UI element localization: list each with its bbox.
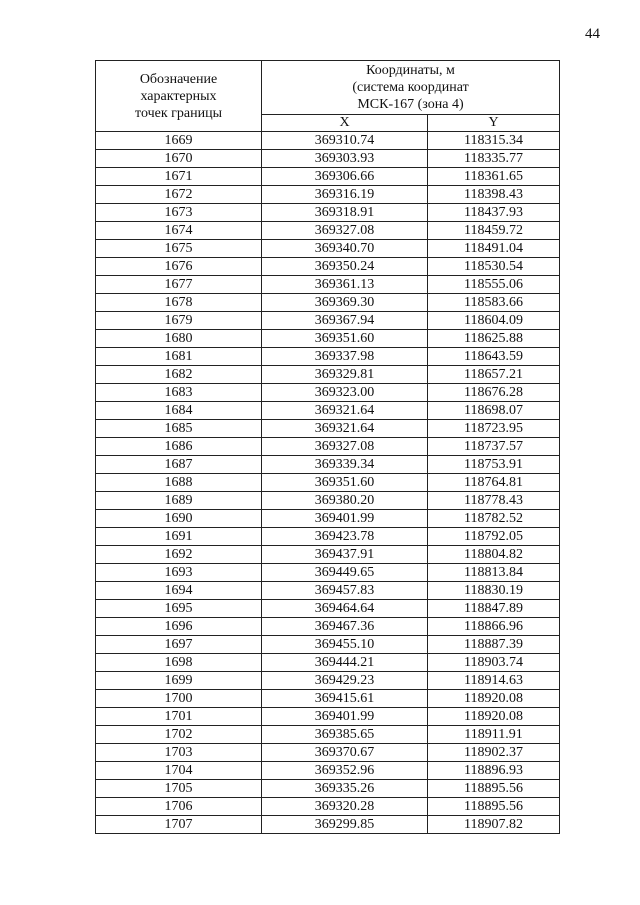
table-row bbox=[96, 204, 560, 222]
x-coordinate-cell: 369339.34 bbox=[262, 456, 428, 474]
point-number-cell: 1695 bbox=[96, 600, 262, 618]
y-coordinate-cell: 118911.91 bbox=[428, 726, 560, 744]
table-row bbox=[96, 384, 560, 402]
y-coordinate-cell: 118437.93 bbox=[428, 204, 560, 222]
point-number-cell: 1688 bbox=[96, 474, 262, 492]
x-coordinate-cell: 369370.67 bbox=[262, 744, 428, 762]
x-coordinate-cell: 369455.10 bbox=[262, 636, 428, 654]
table-row bbox=[96, 438, 560, 456]
x-coordinate-cell: 369340.70 bbox=[262, 240, 428, 258]
table-row bbox=[96, 240, 560, 258]
y-coordinate-cell: 118813.84 bbox=[428, 564, 560, 582]
table-row bbox=[96, 600, 560, 618]
table-row bbox=[96, 654, 560, 672]
x-coordinate-cell: 369352.96 bbox=[262, 762, 428, 780]
point-number-cell: 1701 bbox=[96, 708, 262, 726]
y-coordinate-cell: 118847.89 bbox=[428, 600, 560, 618]
x-coordinate-cell: 369337.98 bbox=[262, 348, 428, 366]
table-row bbox=[96, 726, 560, 744]
table-row bbox=[96, 816, 560, 834]
point-header-line-2: характерных bbox=[140, 88, 217, 104]
y-coordinate-cell: 118625.88 bbox=[428, 330, 560, 348]
coords-header-line-2: (система координат bbox=[352, 80, 469, 95]
y-coordinate-cell: 118902.37 bbox=[428, 744, 560, 762]
y-coordinate-cell: 118737.57 bbox=[428, 438, 560, 456]
table-row bbox=[96, 402, 560, 420]
point-number-cell: 1698 bbox=[96, 654, 262, 672]
y-coordinate-cell: 118555.06 bbox=[428, 276, 560, 294]
point-number-cell: 1686 bbox=[96, 438, 262, 456]
table-row bbox=[96, 618, 560, 636]
x-coordinate-cell: 369449.65 bbox=[262, 564, 428, 582]
point-number-cell: 1669 bbox=[96, 132, 262, 150]
point-number-cell: 1704 bbox=[96, 762, 262, 780]
point-number-cell: 1700 bbox=[96, 690, 262, 708]
table-row bbox=[96, 780, 560, 798]
y-coordinate-cell: 118335.77 bbox=[428, 150, 560, 168]
table-row bbox=[96, 708, 560, 726]
x-coordinate-cell: 369467.36 bbox=[262, 618, 428, 636]
x-coordinate-cell: 369327.08 bbox=[262, 222, 428, 240]
y-coordinate-cell: 118657.21 bbox=[428, 366, 560, 384]
point-number-cell: 1689 bbox=[96, 492, 262, 510]
x-coordinate-cell: 369351.60 bbox=[262, 330, 428, 348]
table-row bbox=[96, 312, 560, 330]
table-row bbox=[96, 690, 560, 708]
x-coordinate-cell: 369329.81 bbox=[262, 366, 428, 384]
coordinates-header bbox=[262, 61, 560, 115]
point-number-cell: 1673 bbox=[96, 204, 262, 222]
point-number-cell: 1681 bbox=[96, 348, 262, 366]
table-row bbox=[96, 168, 560, 186]
table-row bbox=[96, 294, 560, 312]
y-coordinate-cell: 118398.43 bbox=[428, 186, 560, 204]
table-row bbox=[96, 492, 560, 510]
x-coordinate-cell: 369457.83 bbox=[262, 582, 428, 600]
table-row bbox=[96, 528, 560, 546]
y-coordinate-cell: 118530.54 bbox=[428, 258, 560, 276]
table-row bbox=[96, 222, 560, 240]
x-coordinate-cell: 369316.19 bbox=[262, 186, 428, 204]
x-coordinate-cell: 369423.78 bbox=[262, 528, 428, 546]
table-row bbox=[96, 366, 560, 384]
point-number-cell: 1682 bbox=[96, 366, 262, 384]
table-row bbox=[96, 456, 560, 474]
x-coordinate-cell: 369369.30 bbox=[262, 294, 428, 312]
point-number-cell: 1674 bbox=[96, 222, 262, 240]
x-coordinate-cell: 369299.85 bbox=[262, 816, 428, 834]
y-coordinate-cell: 118804.82 bbox=[428, 546, 560, 564]
y-coordinate-cell: 118491.04 bbox=[428, 240, 560, 258]
point-number-cell: 1671 bbox=[96, 168, 262, 186]
y-coordinate-cell: 118866.96 bbox=[428, 618, 560, 636]
point-number-cell: 1705 bbox=[96, 780, 262, 798]
point-number-cell: 1683 bbox=[96, 384, 262, 402]
table-row bbox=[96, 636, 560, 654]
point-number-cell: 1676 bbox=[96, 258, 262, 276]
y-coordinate-cell: 118914.63 bbox=[428, 672, 560, 690]
table-row bbox=[96, 564, 560, 582]
point-number-cell: 1707 bbox=[96, 816, 262, 834]
point-number-cell: 1670 bbox=[96, 150, 262, 168]
y-coordinate-cell: 118676.28 bbox=[428, 384, 560, 402]
y-coordinate-cell: 118604.09 bbox=[428, 312, 560, 330]
y-coordinate-cell: 118895.56 bbox=[428, 780, 560, 798]
y-coordinate-cell: 118903.74 bbox=[428, 654, 560, 672]
x-coordinate-cell: 369350.24 bbox=[262, 258, 428, 276]
point-number-cell: 1685 bbox=[96, 420, 262, 438]
y-coordinate-cell: 118895.56 bbox=[428, 798, 560, 816]
point-number-cell: 1690 bbox=[96, 510, 262, 528]
point-number-cell: 1696 bbox=[96, 618, 262, 636]
x-coordinate-cell: 369327.08 bbox=[262, 438, 428, 456]
page-number: 44 bbox=[585, 26, 600, 42]
table-row bbox=[96, 330, 560, 348]
point-number-cell: 1672 bbox=[96, 186, 262, 204]
point-number-cell: 1691 bbox=[96, 528, 262, 546]
y-coordinate-cell: 118920.08 bbox=[428, 690, 560, 708]
table-row bbox=[96, 474, 560, 492]
x-coordinate-cell: 369444.21 bbox=[262, 654, 428, 672]
x-coordinate-cell: 369320.28 bbox=[262, 798, 428, 816]
table-row bbox=[96, 510, 560, 528]
x-coordinate-cell: 369318.91 bbox=[262, 204, 428, 222]
y-coordinate-cell: 118723.95 bbox=[428, 420, 560, 438]
table-row bbox=[96, 582, 560, 600]
x-coordinate-cell: 369361.13 bbox=[262, 276, 428, 294]
table-row bbox=[96, 132, 560, 150]
point-header-line-1: Обозначение bbox=[139, 71, 218, 87]
point-number-cell: 1706 bbox=[96, 798, 262, 816]
x-coordinate-cell: 369415.61 bbox=[262, 690, 428, 708]
table-row bbox=[96, 744, 560, 762]
coordinates-table bbox=[95, 60, 560, 834]
y-coordinate-cell: 118778.43 bbox=[428, 492, 560, 510]
y-coordinate-cell: 118782.52 bbox=[428, 510, 560, 528]
point-number-cell: 1675 bbox=[96, 240, 262, 258]
table-row bbox=[96, 420, 560, 438]
point-number-cell: 1680 bbox=[96, 330, 262, 348]
point-number-cell: 1678 bbox=[96, 294, 262, 312]
table-row bbox=[96, 276, 560, 294]
y-coordinate-cell: 118753.91 bbox=[428, 456, 560, 474]
point-number-cell: 1699 bbox=[96, 672, 262, 690]
x-coordinate-cell: 369310.74 bbox=[262, 132, 428, 150]
y-coordinate-cell: 118920.08 bbox=[428, 708, 560, 726]
y-coordinate-cell: 118830.19 bbox=[428, 582, 560, 600]
point-number-cell: 1684 bbox=[96, 402, 262, 420]
x-coordinate-cell: 369321.64 bbox=[262, 420, 428, 438]
coords-header-line-3: МСК-167 (зона 4) bbox=[357, 97, 464, 112]
y-coordinate-cell: 118896.93 bbox=[428, 762, 560, 780]
y-coordinate-cell: 118764.81 bbox=[428, 474, 560, 492]
x-coordinate-cell: 369367.94 bbox=[262, 312, 428, 330]
point-number-cell: 1687 bbox=[96, 456, 262, 474]
point-number-cell: 1702 bbox=[96, 726, 262, 744]
point-designation-header bbox=[96, 61, 262, 132]
table-row bbox=[96, 258, 560, 276]
x-coordinate-cell: 369437.91 bbox=[262, 546, 428, 564]
point-number-cell: 1703 bbox=[96, 744, 262, 762]
x-coordinate-cell: 369306.66 bbox=[262, 168, 428, 186]
coords-header-line-1: Координаты, м bbox=[366, 63, 455, 78]
table-row bbox=[96, 762, 560, 780]
point-number-cell: 1694 bbox=[96, 582, 262, 600]
x-coordinate-cell: 369351.60 bbox=[262, 474, 428, 492]
y-coordinate-cell: 118643.59 bbox=[428, 348, 560, 366]
y-coordinate-cell: 118698.07 bbox=[428, 402, 560, 420]
x-coordinate-cell: 369321.64 bbox=[262, 402, 428, 420]
x-coordinate-cell: 369323.00 bbox=[262, 384, 428, 402]
table-row bbox=[96, 348, 560, 366]
x-coordinate-cell: 369380.20 bbox=[262, 492, 428, 510]
y-column-header: Y bbox=[428, 115, 560, 132]
table-row bbox=[96, 672, 560, 690]
y-coordinate-cell: 118459.72 bbox=[428, 222, 560, 240]
y-coordinate-cell: 118792.05 bbox=[428, 528, 560, 546]
x-coordinate-cell: 369429.23 bbox=[262, 672, 428, 690]
point-number-cell: 1692 bbox=[96, 546, 262, 564]
x-coordinate-cell: 369385.65 bbox=[262, 726, 428, 744]
table-row bbox=[96, 186, 560, 204]
point-number-cell: 1677 bbox=[96, 276, 262, 294]
x-coordinate-cell: 369401.99 bbox=[262, 510, 428, 528]
table-row bbox=[96, 798, 560, 816]
table-row bbox=[96, 546, 560, 564]
x-coordinate-cell: 369464.64 bbox=[262, 600, 428, 618]
y-coordinate-cell: 118887.39 bbox=[428, 636, 560, 654]
y-coordinate-cell: 118361.65 bbox=[428, 168, 560, 186]
x-column-header: X bbox=[262, 115, 428, 132]
point-number-cell: 1693 bbox=[96, 564, 262, 582]
point-number-cell: 1697 bbox=[96, 636, 262, 654]
point-header-line-3: точек границы bbox=[135, 105, 222, 121]
x-coordinate-cell: 369303.93 bbox=[262, 150, 428, 168]
y-coordinate-cell: 118315.34 bbox=[428, 132, 560, 150]
y-coordinate-cell: 118583.66 bbox=[428, 294, 560, 312]
table-row bbox=[96, 150, 560, 168]
x-coordinate-cell: 369335.26 bbox=[262, 780, 428, 798]
y-coordinate-cell: 118907.82 bbox=[428, 816, 560, 834]
x-coordinate-cell: 369401.99 bbox=[262, 708, 428, 726]
point-number-cell: 1679 bbox=[96, 312, 262, 330]
coordinates-table-body bbox=[96, 132, 560, 834]
